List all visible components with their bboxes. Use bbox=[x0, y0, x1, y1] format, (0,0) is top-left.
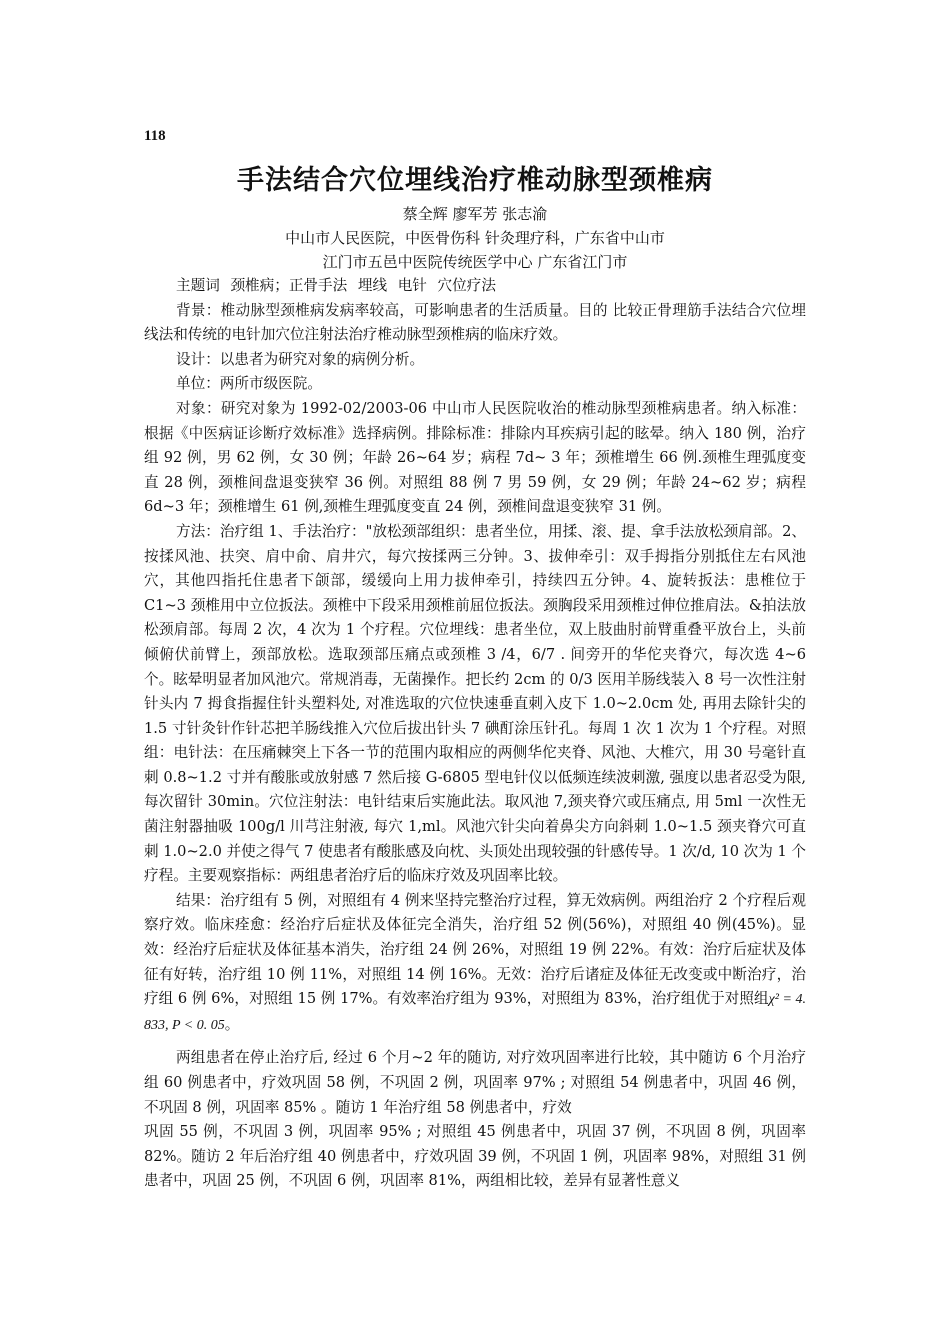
results-end: 。 bbox=[224, 1015, 240, 1033]
keywords-label: 主题词 bbox=[176, 277, 220, 294]
article-title: 手法结合穴位埋线治疗椎动脉型颈椎病 bbox=[237, 165, 713, 196]
keyword: 穴位疗法 bbox=[437, 277, 496, 294]
background-paragraph: 背景：椎动脉型颈椎病发病率较高，可影响患者的生活质量。目的 比较正骨理筋手法结合穴位埋线法和传统的电针加穴位注射法治疗椎动脉型颈椎病的临床疗效。 bbox=[144, 301, 806, 344]
keyword: 电针 bbox=[397, 277, 427, 294]
design-paragraph: 设计：以患者为研究对象的病例分析。 bbox=[176, 350, 425, 368]
followup-paragraph: 两组患者在停止治疗后, 经过 6 个月~2 年的随访, 对疗效巩固率进行比较，其中随访 6 个月治疗组 60 例患者中，疗效巩固 58 例，不巩固 2 例，巩固率 97% ; 对照组 54 例患者中，巩固 46 例，不巩固 8 例，巩固率 85% 。随访 1 年治疗组 58 例患者中，疗效 bbox=[144, 1049, 806, 1116]
affiliation-1: 中山市人民医院，中医骨伤科 针灸理疗科，广东省中山市 bbox=[285, 229, 665, 247]
keywords-line bbox=[144, 274, 806, 299]
results-paragraph bbox=[144, 889, 806, 1039]
keyword: 埋线 bbox=[357, 277, 388, 294]
unit-paragraph: 单位：两所市级医院。 bbox=[176, 375, 322, 393]
subjects-paragraph: 对象：研究对象为 1992-02/2003-06 中山市人民医院收治的椎动脉型颈椎病患者。纳入标准：根据《中医病证诊断疗效标准》选择病例。排除标准：排除内耳疾病引起的眩晕。纳入 180 例，治疗组 92 例，男 62 例，女 30 例；年龄 26~64 岁；病程 7d~ 3 年；颈椎增生 66 例.颈椎生理弧度变直 28 例，颈椎间盘退变狭窄 36 例。对照组 88 例 7 男 59 例，女 29 例；年龄 24~62 岁；病程 6d~3 年；颈椎增生 61 例,颈椎生理弧度变直 24 例，颈椎间盘退变狭窄 31 例。 bbox=[144, 399, 806, 516]
page-number: 118 bbox=[144, 128, 166, 144]
authors: 蔡全辉 廖军芳 张志渝 bbox=[402, 205, 548, 223]
article-body bbox=[144, 274, 806, 1194]
followup-continuation: 巩固 55 例，不巩固 3 例，巩固率 95% ; 对照组 45 例患者中，巩固 37 例，不巩固 8 例，巩固率 82%。随访 2 年后治疗组 40 例患者中，疗效巩固 39 例，不巩固 1 例，巩固率 98%，对照组 31 例患者中，巩固 25 例，不巩固 6 例，巩固率 81%，两组相比较，差异有显著性意义 bbox=[144, 1123, 806, 1190]
methods-paragraph: 方法：治疗组 1、手法治疗："放松颈部组织：患者坐位，用揉、滚、提、拿手法放松颈肩部。2、按揉风池、扶突、肩中俞、肩井穴，每穴按揉两三分钟。3、拔伸牵引：双手拇指分别抵住左右风池穴，其他四指托住患者下颌部，缓缓向上用力拔伸牵引，持续四五分钟。4、旋转扳法：患椎位于 C1~3 颈椎用中立位扳法。颈椎中下段采用颈椎前屈位扳法。颈胸段采用颈椎过伸位推肩法。&拍法放松颈肩部。每周 2 次，4 次为 1 个疗程。穴位埋线：患者坐位，双上肢曲肘前臂重叠平放台上，头前倾俯伏前臂上，颈部放松。选取颈部压痛点或颈椎 3 /4，6/7 . 间旁开的华佗夹脊穴，每次选 4~6 个。眩晕明显者加风池穴。常规消毒，无菌操作。把长约 2cm 的 0/3 医用羊肠线装入 8 号一次性注射针头内 7 拇食指握住针头塑料处, 对准选取的穴位快速垂直刺入皮下 1.0~2.0cm 处, 再用去除针尖的 1.5 寸针灸针作针芯把羊肠线推入穴位后拔出针头 7 碘酊涂压针孔。每周 1 次 1 次为 1 个疗程。对照组：电针法：在压痛棘突上下各一节的范围内取相应的两侧华佗夹脊、风池、大椎穴，用 30 号毫针直刺 0.8~1.2 寸并有酸胀或放射感 7 然后接 G-6805 型电针仪以低频连续波刺激, 强度以患者忍受为限, 每次留针 30min。穴位注射法：电针结束后实施此法。取风池 7,颈夹脊穴或压痛点, 用 5ml 一次性无菌注射器抽吸 100g/l 川芎注射液, 每穴 1,ml。风池穴针尖向着鼻尖方向斜刺 1.0~1.5 颈夹脊穴可直刺 1.0~2.0 并使之得气 7 使患者有酸胀感及向枕、头顶处出现较强的针感传导。1 次/d, 10 次为 1 个疗程。主要观察指标：两组患者治疗后的临床疗效及巩固率比较。 bbox=[144, 522, 806, 885]
chi-square-formula: χ² = 4. 833, P < 0. 05 bbox=[144, 992, 806, 1033]
affiliation-2: 江门市五邑中医院传统医学中心 广东省江门市 bbox=[322, 253, 628, 271]
keyword: 颈椎病；正骨手法 bbox=[230, 277, 348, 294]
results-text: 结果：治疗组有 5 例，对照组有 4 例来坚持完整治疗过程，算无效病例。两组治疗 2 个疗程后观察疗效。临床痊愈：经治疗后症状及体征完全消失，治疗组 52 例(56%)，对照组 40 例(45%)。显效：经治疗后症状及体征基本消失，治疗组 24 例 26%，对照组 19 例 22%。有效：治疗后症状及体征有好转，治疗组 10 例 11%，对照组 14 例 16%。无效：治疗后诸症及体征无改变或中断治疗，治疗组 6 例 6%，对照组 15 例 17%。有效率治疗组为 93%，对照组为 83%，治疗组优于对照组 bbox=[144, 891, 806, 1008]
